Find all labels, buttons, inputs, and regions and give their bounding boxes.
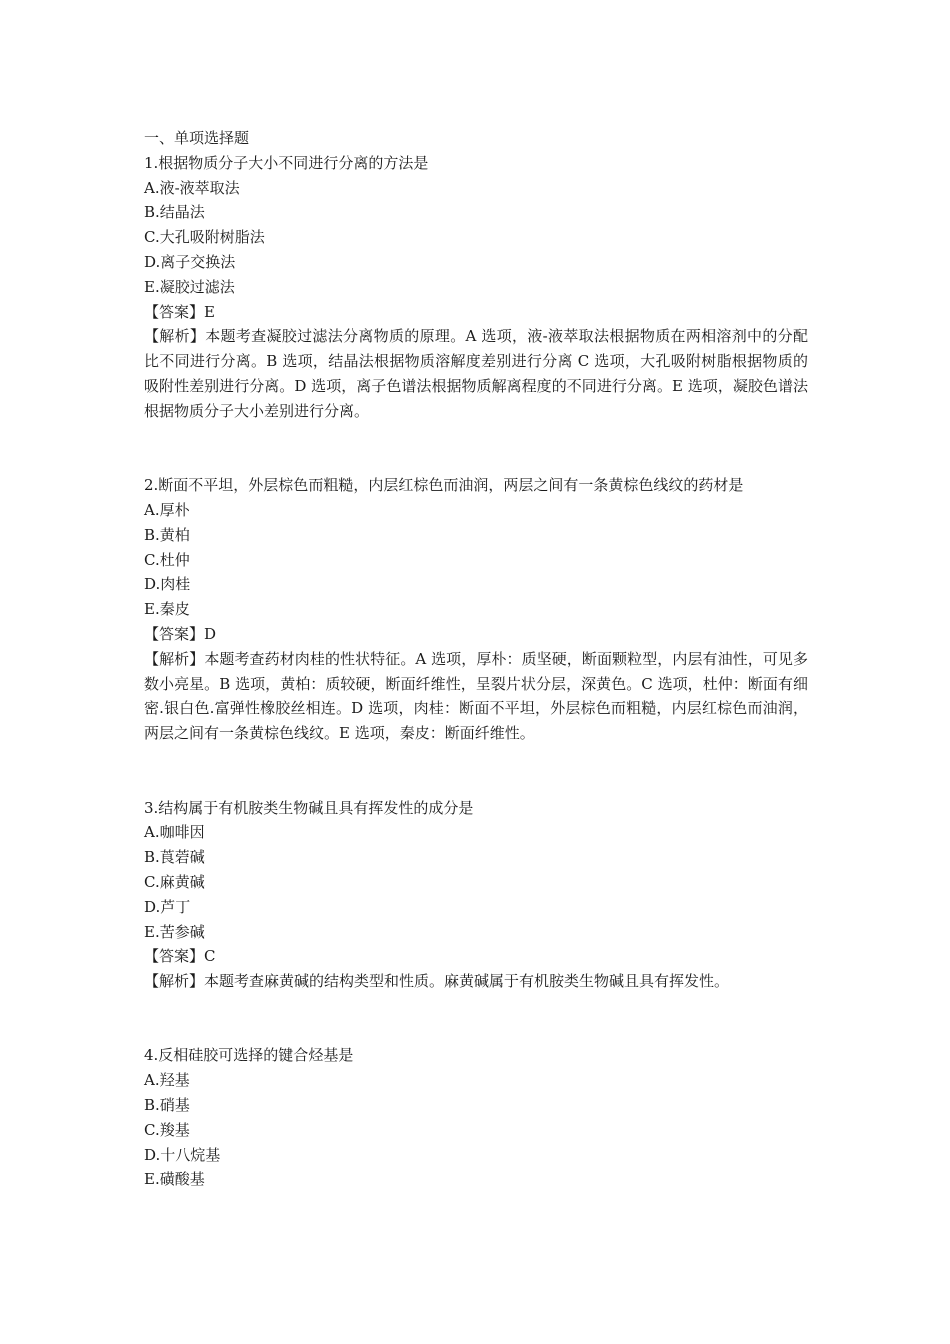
question-2 [144, 473, 808, 746]
option-a: A.厚朴 [144, 500, 190, 519]
analysis: 【解析】本题考查凝胶过滤法分离物质的原理。A 选项，液-液萃取法根据物质在两相溶剂中的分配比不同进行分离。B 选项，结晶法根据物质溶解度差别进行分离 C 选项，大孔吸附树脂根据物质的吸附性差别进行分离。D 选项，离子色谱法根据物质解离程度的不同进行分离。E 选项，凝胶色谱法根据物质分子大小差别进行分离。 [144, 327, 808, 420]
section-title: 一、单项选择题 [144, 129, 250, 147]
analysis: 【解析】本题考查药材肉桂的性状特征。A 选项，厚朴：质坚硬，断面颗粒型，内层有油性，可见多数小亮星。B 选项，黄柏：质较硬，断面纤维性，呈裂片状分层，深黄色。C 选项，杜仲：断面有细密.银白色.富弹性橡胶丝相连。D 选项，肉桂：断面不平坦，外层棕色而粗糙，内层红棕色而油润，两层之间有一条黄棕色线纹。E 选项，秦皮：断面纤维性。 [144, 649, 808, 743]
spacer [144, 746, 808, 796]
option-c: C.杜仲 [144, 550, 190, 569]
option-b: B.结晶法 [144, 203, 205, 222]
option-b: B.莨菪碱 [144, 848, 205, 867]
analysis: 【解析】本题考查麻黄碱的结构类型和性质。麻黄碱属于有机胺类生物碱且具有挥发性。 [144, 972, 730, 991]
spacer [144, 424, 808, 474]
option-a: A.羟基 [144, 1071, 190, 1090]
option-c: C.大孔吸附树脂法 [144, 228, 265, 247]
answer: 【答案】E [144, 302, 215, 321]
question-stem: 4.反相硅胶可选择的键合烃基是 [144, 1046, 354, 1065]
answer: 【答案】D [144, 624, 217, 643]
option-d: D.肉桂 [144, 575, 191, 594]
option-e: E.磺酸基 [144, 1170, 205, 1189]
spacer [144, 994, 808, 1044]
option-d: D.离子交换法 [144, 252, 236, 271]
option-c: C.麻黄碱 [144, 872, 205, 891]
option-e: E.秦皮 [144, 600, 190, 619]
option-a: A.液-液萃取法 [144, 178, 240, 197]
option-e: E.凝胶过滤法 [144, 277, 235, 296]
question-stem: 3.结构属于有机胺类生物碱且具有挥发性的成分是 [144, 798, 474, 817]
question-stem: 2.断面不平坦，外层棕色而粗糙，内层红棕色而油润，两层之间有一条黄棕色线纹的药材是 [144, 476, 744, 495]
question-3 [144, 796, 808, 994]
document-page [144, 126, 808, 1192]
option-b: B.黄柏 [144, 525, 190, 544]
question-stem: 1.根据物质分子大小不同进行分离的方法是 [144, 153, 429, 172]
option-b: B.硝基 [144, 1096, 190, 1115]
option-a: A.咖啡因 [144, 823, 205, 842]
option-c: C.羧基 [144, 1120, 190, 1139]
option-d: D.十八烷基 [144, 1145, 221, 1164]
option-d: D.芦丁 [144, 897, 191, 916]
question-4 [144, 1043, 808, 1192]
option-e: E.苦参碱 [144, 922, 205, 941]
answer: 【答案】C [144, 947, 216, 966]
question-1 [144, 151, 808, 424]
